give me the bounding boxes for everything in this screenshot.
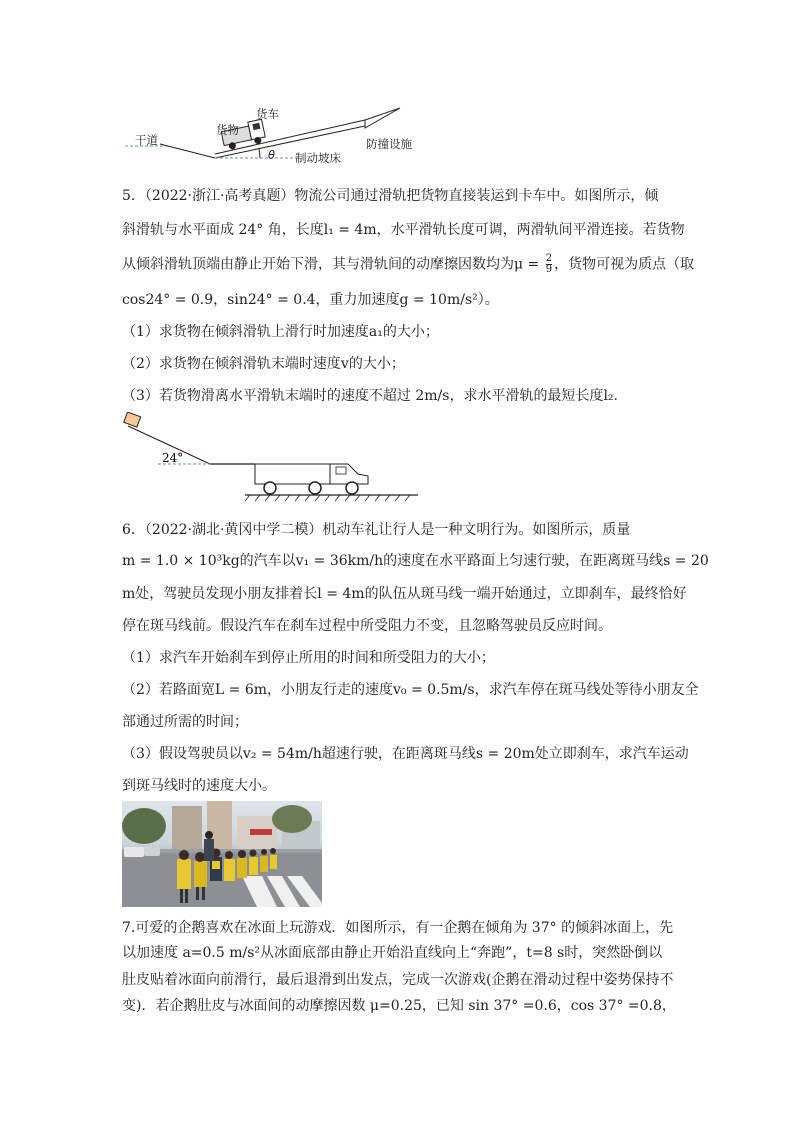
q7-line-3: 肚皮贴着冰面向前滑行，最后退滑到出发点，完成一次游戏(企鹅在滑动过程中姿势保持不 — [122, 972, 674, 988]
label-cargo: 货物 — [216, 123, 239, 137]
label-ramp: 制动坡床 — [295, 151, 341, 165]
angle-arc — [259, 149, 260, 158]
truck-bed — [255, 464, 330, 484]
q7-line-4: 变)．若企鹅肚皮与冰面间的动摩擦因数 μ=0.25，已知 sin 37° =0.6，cos 37° =0.8， — [122, 998, 676, 1014]
q5-sub-2: （2）求货物在倾斜滑轨末端时速度v的大小； — [122, 356, 405, 372]
mu-denominator: 9 — [545, 264, 553, 275]
figure-brake-ramp — [120, 100, 440, 170]
driver-window — [336, 467, 346, 474]
figure-slide-rail — [120, 412, 430, 507]
wheel-2 — [309, 482, 321, 494]
ground-hatching — [245, 495, 410, 501]
q5-line-4: cos24° = 0.9，sin24° = 0.4，重力加速度g = 10m/s²）。 — [122, 292, 499, 308]
q6-sub-3b: 到斑马线时的速度大小。 — [122, 778, 276, 794]
road-line — [160, 144, 215, 158]
label-road: 干道 — [135, 133, 158, 147]
crosswalk-photo — [122, 801, 322, 907]
q5-line-1: 5．（2022·浙江·高考真题）物流公司通过滑轨把货物直接装运到卡车中。如图所示，倾 — [122, 188, 659, 204]
q6-sub-3a: （3）假设驾驶员以v₂ = 54m/h超速行驶，在距离斑马线s = 20m处立即刹车，求汽车运动 — [122, 746, 689, 762]
q5-sub-3: （3）若货物滑离水平滑轨末端时的速度不超过 2m/s，求水平滑轨的最短长度l₂. — [122, 388, 618, 404]
label-truck: 货车 — [256, 107, 279, 121]
q5-line-3b: ，货物可视为质点（取 — [554, 256, 695, 273]
q6-sub-1: （1）求汽车开始刹车到停止所用的时间和所受阻力的大小； — [122, 650, 495, 666]
wheel-3 — [346, 482, 358, 494]
q6-line-3: m处，驾驶员发现小朋友排着长l = 4m的队伍从斑马线一端开始通过，立即刹车，最终恰好 — [122, 586, 687, 602]
mu-numerator: 2 — [545, 253, 553, 264]
mu-fraction — [546, 254, 552, 275]
q7-line-2: 以加速度 a=0.5 m/s²从冰面底部由静止开始沿直线向上“奔跑”，t=8 s时，突然卧倒以 — [122, 945, 663, 961]
q5-line-2: 斜滑轨与水平面成 24° 角，长度l₁ = 4m，水平滑轨长度可调，两滑轨间平滑连接。若货物 — [122, 222, 685, 238]
q5-sub-1: （1）求货物在倾斜滑轨上滑行时加速度a₁的大小； — [122, 324, 439, 340]
angle-label: 24° — [162, 451, 184, 465]
q6-sub-2a: （2）若路面宽L = 6m，小朋友行走的速度v₀ = 0.5m/s，求汽车停在斑马线处等待小朋友全 — [122, 682, 699, 698]
q5-line-3a: 从倾斜滑轨顶端由静止开始下滑，其与滑轨间的动摩擦因数均为μ = — [122, 256, 544, 273]
wheel-1 — [264, 482, 276, 494]
barrier-shape — [365, 108, 400, 128]
cargo-box — [124, 412, 141, 427]
q5-line-3 — [122, 254, 694, 275]
label-theta: θ — [268, 148, 276, 162]
q6-line-1: 6．（2022·湖北·黄冈中学二模）机动车礼让行人是一种文明行为。如图所示，质量 — [122, 522, 631, 538]
q7-line-1: 7.可爱的企鹅喜欢在冰面上玩游戏．如图所示，有一企鹅在倾角为 37° 的倾斜冰面上，先 — [122, 920, 674, 936]
label-barrier: 防撞设施 — [366, 137, 412, 151]
q6-line-4: 停在斑马线前。假设汽车在刹车过程中所受阻力不变，且忽略驾驶员反应时间。 — [122, 618, 612, 634]
photo-illustration — [122, 801, 322, 907]
q6-line-2: m = 1.0 × 10³kg的汽车以v₁ = 36km/h的速度在水平路面上匀速行驶，在距离斑马线s = 20 — [122, 553, 709, 569]
q6-sub-2b: 部通过所需的时间； — [122, 714, 248, 730]
